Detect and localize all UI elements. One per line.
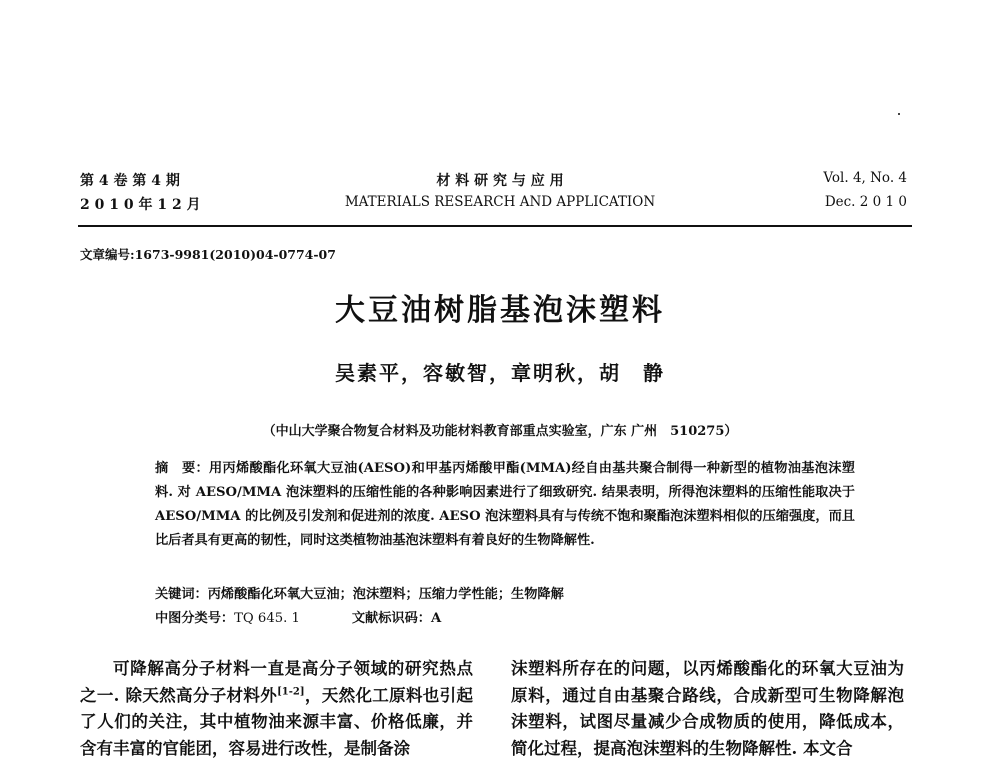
citation: [1-2] (277, 686, 305, 697)
clc-value: TQ 645. 1 (234, 611, 300, 626)
clc-label: 中图分类号： (155, 611, 235, 626)
header-volume-issue-en: Vol. 4, No. 4 (823, 170, 907, 186)
doc-code-label: 文献标识码： (351, 611, 431, 626)
keywords-text: 丙烯酸酯化环氧大豆油；泡沫塑料；压缩力学性能；生物降解 (207, 587, 564, 602)
classification (155, 607, 441, 626)
abstract-label: 摘 要： (155, 461, 209, 476)
scan-speck (898, 113, 900, 115)
header-rule (78, 225, 912, 227)
body-left-part-a: 可降解高分子材料一直是高分子领域的研究热点之一. 除天然高分子材料外 (80, 659, 473, 705)
doc-code-value: A (431, 611, 442, 626)
article-number: 文章编号:1673-9981(2010)04-0774-07 (80, 247, 336, 262)
body-left-part-b: ，天然化工原料也引起了人们的关注，其中植物油来源丰富、价格低廉，并含有丰富的官能团，容易进行改性，是制备涂 (80, 685, 473, 758)
keywords-label: 关键词： (155, 587, 208, 602)
header-journal-name-en: MATERIALS RESEARCH AND APPLICATION (344, 194, 656, 210)
header-volume-issue-cn: 第 4 卷 第 4 期 (80, 173, 180, 189)
body-column-left (80, 656, 473, 762)
authors: 吴素平，容敏智，章明秋，胡 静 (335, 361, 665, 385)
header-date-cn: 2 0 1 0 年 1 2 月 (80, 197, 201, 213)
article-title: 大豆油树脂基泡沫塑料 (335, 293, 665, 328)
abstract (155, 457, 855, 553)
affiliation: （中山大学聚合物复合材料及功能材料教育部重点实验室，广东 广州 510275） (262, 424, 738, 439)
keywords (155, 583, 564, 602)
body-column-right: 沫塑料所存在的问题，以丙烯酸酯化的环氧大豆油为原料，通过自由基聚合路线，合成新型可生物降解泡沫塑料，试图尽量减少合成物质的使用，降低成本，简化过程，提高泡沫塑料的生物降解性. 本文合 (511, 659, 904, 758)
header-date-en: Dec. 2 0 1 0 (824, 194, 907, 210)
abstract-text: 用丙烯酸酯化环氧大豆油(AESO)和甲基丙烯酸甲酯(MMA)经自由基共聚合制得一种新型的植物油基泡沫塑料. 对 AESO/MMA 泡沫塑料的压缩性能的各种影响因素进行了细致研究. 结果表明，所得泡沫塑料的压缩性能取决于 AESO/MMA 的比例及引发剂和促进剂的浓度. AESO 泡沫塑料具有与传统不饱和聚酯泡沫塑料相似的压缩强度，而且比后者具有更高的韧性，同时这类植物油基泡沫塑料有着良好的生物降解性. (155, 461, 855, 548)
header-journal-name-cn: 材 料 研 究 与 应 用 (436, 173, 564, 189)
